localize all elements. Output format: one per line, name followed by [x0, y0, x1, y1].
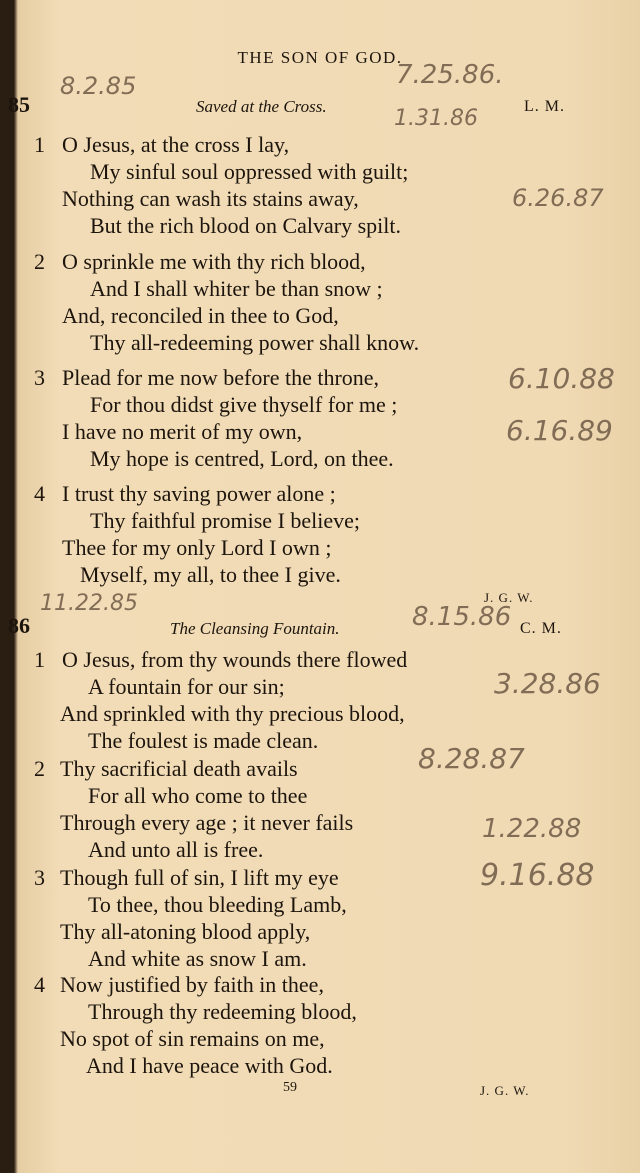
verse-number: 3 — [34, 865, 45, 890]
verse-line: The foulest is made clean. — [88, 728, 319, 753]
hymn-title: Saved at the Cross. — [196, 97, 327, 116]
handwritten-note: 8.2.85 — [60, 72, 137, 100]
verse-number: 1 — [34, 647, 45, 672]
verse-line: Thy faithful promise I believe; — [90, 508, 361, 533]
handwritten-note: 8.28.87 — [418, 742, 525, 775]
page-header: THE SON OF GOD. — [237, 48, 403, 67]
handwritten-note: 11.22.85 — [40, 591, 138, 616]
verse-line: Through thy redeeming blood, — [88, 999, 357, 1024]
verse-line: And I have peace with God. — [86, 1053, 333, 1078]
verse-number: 1 — [34, 132, 45, 157]
verse-line: A fountain for our sin; — [88, 674, 285, 699]
verse-line: I trust thy saving power alone ; — [62, 481, 336, 506]
verse-line: But the rich blood on Calvary spilt. — [90, 213, 402, 238]
hymn-number: 85 — [8, 92, 30, 117]
verse-line: O Jesus, at the cross I lay, — [62, 132, 290, 157]
hymn-meter: C. M. — [520, 620, 562, 637]
verse-line: O sprinkle me with thy rich blood, — [62, 249, 366, 274]
hymn-author: J. G. W. — [484, 590, 534, 605]
hymn-title: The Cleansing Fountain. — [170, 619, 340, 638]
verse-line: And unto all is free. — [88, 837, 264, 862]
verse-number: 2 — [34, 249, 45, 274]
verse-line: And I shall whiter be than snow ; — [90, 276, 383, 301]
handwritten-note: 3.28.86 — [494, 667, 601, 700]
verse-number: 2 — [34, 756, 45, 781]
verse-line: And sprinkled with thy precious blood, — [60, 701, 405, 726]
hymn-number: 86 — [8, 613, 30, 638]
handwritten-note: 6.26.87 — [512, 184, 604, 212]
verse-line: And white as snow I am. — [88, 946, 307, 971]
verse-line: Though full of sin, I lift my eye — [60, 865, 339, 890]
page-number: 59 — [283, 1080, 297, 1095]
verse-line: I have no merit of my own, — [62, 419, 303, 444]
handwritten-note: 7.25.86. — [396, 60, 504, 90]
hymn-author: J. G. W. — [480, 1083, 530, 1098]
verse-number: 4 — [34, 972, 45, 997]
verse-line: For all who come to thee — [88, 783, 308, 808]
verse-line: Plead for me now before the throne, — [62, 365, 380, 390]
verse-line: No spot of sin remains on me, — [60, 1026, 325, 1051]
verse-line: Thee for my only Lord I own ; — [62, 535, 332, 560]
verse-line: Myself, my all, to thee I give. — [80, 562, 341, 587]
hymn-meter: L. M. — [524, 98, 565, 115]
verse-line: To thee, thou bleeding Lamb, — [88, 892, 347, 917]
verse-line: My hope is centred, Lord, on thee. — [90, 446, 394, 471]
verse-line: Nothing can wash its stains away, — [62, 186, 359, 211]
verse-line: O Jesus, from thy wounds there flowed — [62, 647, 408, 672]
handwritten-note: 1.31.86 — [394, 106, 478, 131]
verse-number: 3 — [34, 365, 45, 390]
handwritten-note: 6.10.88 — [508, 362, 615, 395]
verse-line: Thy all-redeeming power shall know. — [90, 330, 420, 355]
handwritten-note: 8.15.86 — [412, 602, 512, 632]
verse-line: Thy all-atoning blood apply, — [60, 919, 311, 944]
verse-line: My sinful soul oppressed with guilt; — [90, 159, 409, 184]
verse-line: Through every age ; it never fails — [60, 810, 354, 835]
verse-number: 4 — [34, 481, 45, 506]
verse-line: And, reconciled in thee to God, — [62, 303, 339, 328]
verse-line: For thou didst give thyself for me ; — [90, 392, 398, 417]
handwritten-note: 1.22.88 — [482, 814, 582, 844]
verse-line: Thy sacrificial death avails — [60, 756, 298, 781]
verse-line: Now justified by faith in thee, — [60, 972, 324, 997]
handwritten-note: 6.16.89 — [506, 414, 613, 447]
handwritten-note: 9.16.88 — [480, 858, 595, 893]
